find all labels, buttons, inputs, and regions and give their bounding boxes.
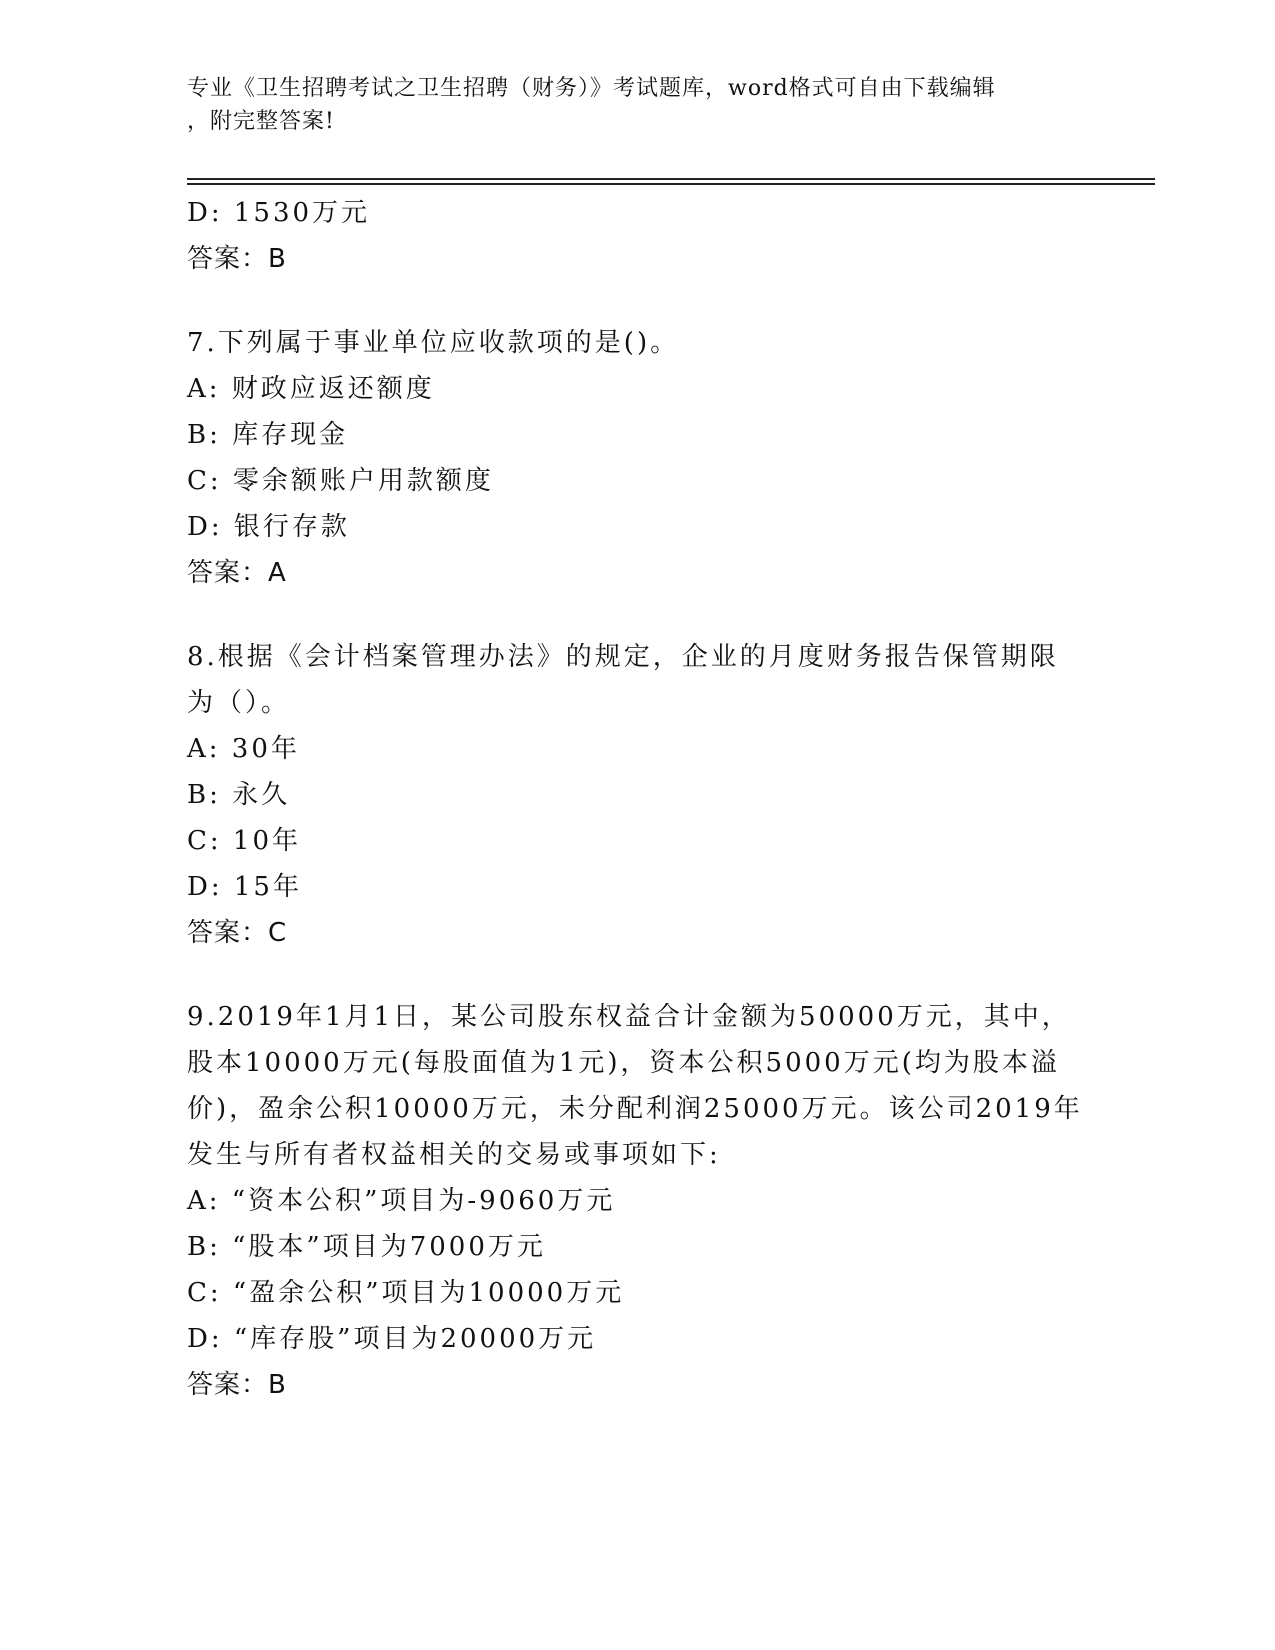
question-stem-line-1: 9.2019年1月1日，某公司股东权益合计金额为50000万元，其中，	[187, 1002, 1071, 1032]
option-a: A: 30年	[187, 734, 300, 764]
option-a: A: “资本公积”项目为-9060万元	[187, 1186, 616, 1216]
previous-question-tail	[187, 190, 1087, 282]
answer-line: 答案：C	[187, 918, 288, 948]
option-b: B: 永久	[187, 780, 291, 810]
question-list	[187, 190, 1087, 1408]
question-stem: 7.下列属于事业单位应收款项的是()。	[187, 328, 680, 358]
question-stem-line-4: 发生与所有者权益相关的交易或事项如下:	[187, 1140, 721, 1170]
option-d: D: 15年	[187, 872, 302, 902]
question-8	[187, 634, 1087, 956]
question-stem-line-2: 股本10000万元(每股面值为1元)，资本公积5000万元(均为股本溢	[187, 1048, 1060, 1078]
spacer	[187, 596, 1087, 634]
header-title-line-1: 专业《卫生招聘考试之卫生招聘（财务）》考试题库，word格式可自由下载编辑	[187, 76, 996, 101]
option-d: D: 银行存款	[187, 512, 350, 542]
question-7	[187, 320, 1087, 596]
question-9	[187, 994, 1087, 1408]
header-divider-top	[187, 178, 1155, 180]
question-stem-line-3: 价)，盈余公积10000万元，未分配利润25000万元。该公司2019年	[187, 1094, 1083, 1124]
option-b: B: 库存现金	[187, 420, 349, 450]
option-c: C: 零余额账户用款额度	[187, 466, 494, 496]
header-title-line-2: ，附完整答案!	[187, 109, 335, 134]
spacer	[187, 282, 1087, 320]
option-c: C: 10年	[187, 826, 302, 856]
option-b: B: “股本”项目为7000万元	[187, 1232, 546, 1262]
option-a: A: 财政应返还额度	[187, 374, 435, 404]
header-divider-bottom	[187, 183, 1155, 185]
answer-line: 答案：B	[187, 244, 287, 274]
answer-line: 答案：B	[187, 1370, 287, 1400]
spacer	[187, 956, 1087, 994]
question-stem-line-1: 8.根据《会计档案管理办法》的规定，企业的月度财务报告保管期限	[187, 642, 1059, 672]
option-d: D: “库存股”项目为20000万元	[187, 1324, 597, 1354]
option-d: D: 1530万元	[187, 198, 371, 228]
question-stem-line-2: 为（）。	[187, 688, 291, 718]
option-c: C: “盈余公积”项目为10000万元	[187, 1278, 625, 1308]
document-header	[187, 72, 1067, 138]
answer-line: 答案：A	[187, 558, 287, 588]
